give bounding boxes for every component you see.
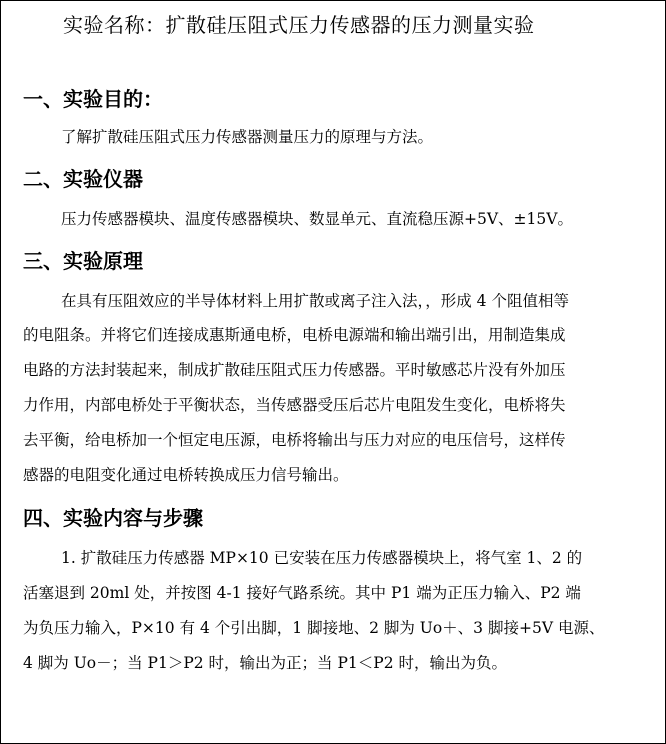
steps-line-3: 为负压力输入，P×10 有 4 个引出脚，1 脚接地、2 脚为 Uo＋、3 脚接+5V 电源、 <box>23 619 605 637</box>
section-body-instruments: 压力传感器模块、温度传感器模块、数显单元、直流稳压源+5V、±15V。 <box>61 210 573 228</box>
section-heading-steps: 四、实验内容与步骤 <box>23 506 203 530</box>
section-heading-purpose: 一、实验目的： <box>23 87 163 111</box>
steps-line-4: 4 脚为 Uo－；当 P1＞P2 时，输出为正；当 P1＜P2 时，输出为负。 <box>23 654 507 672</box>
section-heading-principle: 三、实验原理 <box>23 249 143 273</box>
steps-line-1: 1. 扩散硅压力传感器 MP×10 已安装在压力传感器模块上，将气室 1、2 的 <box>61 549 583 567</box>
principle-line-2: 的电阻条。并将它们连接成惠斯通电桥，电桥电源端和输出端引出，用制造集成 <box>23 326 566 344</box>
steps-line-2: 活塞退到 20ml 处，并按图 4-1 接好气路系统。其中 P1 端为正压力输入、P2 端 <box>23 584 581 602</box>
document-title: 实验名称：扩散硅压阻式压力传感器的压力测量实验 <box>63 13 535 37</box>
principle-line-1: 在具有压阻效应的半导体材料上用扩散或离子注入法，，形成 4 个阻值相等 <box>61 292 569 310</box>
principle-line-3: 电路的方法封装起来，制成扩散硅压阻式压力传感器。平时敏感芯片没有外加压 <box>23 361 566 379</box>
principle-line-4: 力作用，内部电桥处于平衡状态，当传感器受压后芯片电阻发生变化，电桥将失 <box>23 396 566 414</box>
principle-line-5: 去平衡，给电桥加一个恒定电压源，电桥将输出与压力对应的电压信号，这样传 <box>23 431 566 449</box>
section-body-purpose: 了解扩散硅压阻式压力传感器测量压力的原理与方法。 <box>61 128 434 146</box>
section-heading-instruments: 二、实验仪器 <box>23 167 143 191</box>
principle-line-6: 感器的电阻变化通过电桥转换成压力信号输出。 <box>23 466 349 484</box>
